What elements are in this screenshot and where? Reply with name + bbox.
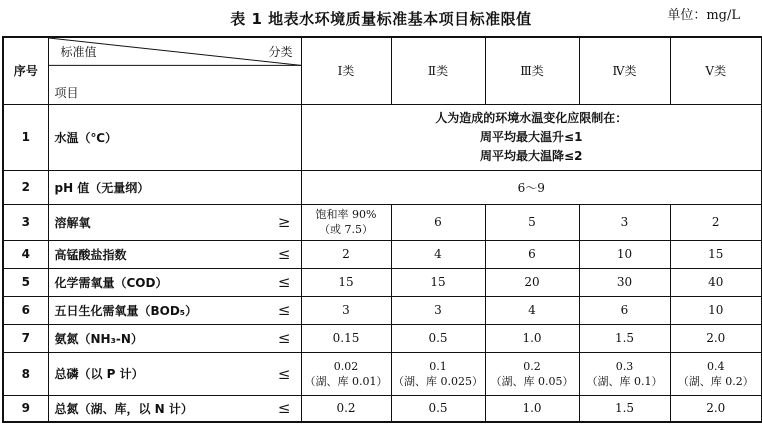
table-row — [3, 395, 762, 422]
value-line: （或 7.5） — [319, 223, 373, 236]
value-line: 2 — [711, 215, 720, 229]
value-cell — [579, 352, 670, 395]
item-cell — [48, 268, 301, 296]
unit-label: 单位：mg/L — [667, 8, 740, 23]
table-row — [3, 170, 762, 204]
value-cell — [670, 352, 762, 395]
class-header: Ⅱ类 — [391, 37, 485, 104]
value-cell — [391, 324, 485, 352]
value-line: 6 — [620, 303, 629, 317]
value-line: 15 — [338, 275, 354, 289]
item-cell — [48, 204, 301, 240]
value-line: 5 — [528, 215, 536, 229]
value-cell — [391, 240, 485, 268]
row-number: 1 — [3, 104, 48, 170]
value-cell — [579, 395, 670, 422]
value-line: 1.5 — [614, 331, 635, 345]
value-cell — [579, 296, 670, 324]
value-cell — [301, 352, 391, 395]
item-cell — [48, 352, 301, 395]
merged-value-cell — [301, 104, 762, 170]
item-cell — [48, 324, 301, 352]
value-cell — [391, 268, 485, 296]
item-cell — [48, 240, 301, 268]
comparison-symbol: ≥ — [277, 213, 291, 231]
value-cell — [301, 296, 391, 324]
value-cell — [579, 268, 670, 296]
table-row — [3, 268, 762, 296]
item-cell — [48, 296, 301, 324]
value-line: （湖、库 0.2） — [677, 374, 754, 388]
value-cell — [391, 204, 485, 240]
item-name: 化学需氧量（COD） — [54, 275, 168, 290]
value-cell — [391, 296, 485, 324]
table-row — [3, 352, 762, 395]
value-line: 饱和率 90% — [315, 208, 377, 221]
value-cell — [301, 240, 391, 268]
value-line: 0.2 — [523, 359, 541, 373]
value-cell — [391, 352, 485, 395]
value-line: 0.5 — [428, 331, 448, 345]
comparison-symbol: ≤ — [277, 301, 291, 319]
value-cell — [670, 268, 762, 296]
value-line: 1.0 — [522, 331, 542, 345]
item-name: 总磷（以 P 计） — [54, 367, 144, 381]
class-header: Ⅳ类 — [579, 37, 670, 104]
value-line: 0.15 — [332, 331, 360, 345]
row-number: 3 — [3, 204, 48, 240]
value-line: 6 — [434, 215, 442, 229]
value-line: （湖、库 0.025） — [393, 374, 483, 388]
value-line: （湖、库 0.05） — [490, 374, 574, 388]
item-name: 高锰酸盐指数 — [54, 247, 127, 262]
standard-value-label: 标准值 — [60, 45, 97, 59]
value-cell — [301, 395, 391, 422]
class-header: Ⅰ类 — [301, 37, 391, 104]
value-line: 6 — [528, 247, 536, 261]
value-line: 2 — [342, 247, 350, 261]
comparison-symbol: ≤ — [277, 273, 291, 291]
table-row — [3, 324, 762, 352]
row-number: 9 — [3, 395, 48, 422]
classification-label: 分类 — [268, 45, 293, 59]
value-cell — [485, 296, 579, 324]
class-header: Ⅴ类 — [670, 37, 762, 104]
value-cell — [485, 240, 579, 268]
comparison-symbol: ≤ — [277, 329, 291, 347]
value-line: 0.1 — [429, 359, 447, 373]
item-cell — [48, 395, 301, 422]
item-name: 氨氮（NH₃-N） — [54, 331, 143, 346]
value-line: 15 — [430, 275, 446, 289]
item-name: pH 值（无量纲） — [54, 180, 150, 195]
merged-line: 人为造成的环境水温变化应限制在： — [435, 110, 628, 125]
value-line: 3 — [434, 303, 442, 317]
value-line: 0.4 — [707, 359, 725, 373]
table-row — [3, 240, 762, 268]
comparison-symbol: ≤ — [277, 399, 291, 418]
row-number: 8 — [3, 352, 48, 395]
value-line: 0.5 — [428, 401, 448, 416]
value-line: 3 — [342, 303, 350, 317]
value-cell — [670, 240, 762, 268]
table-row — [3, 296, 762, 324]
comparison-symbol: ≤ — [277, 364, 291, 383]
row-number: 5 — [3, 268, 48, 296]
value-line: 40 — [708, 275, 724, 289]
value-cell — [485, 395, 579, 422]
comparison-symbol: ≤ — [277, 245, 291, 263]
value-line: 4 — [434, 247, 442, 261]
value-line: 3 — [620, 215, 629, 229]
value-line: （湖、库 0.01） — [304, 374, 388, 388]
value-line: 1.0 — [522, 401, 542, 416]
value-cell — [391, 395, 485, 422]
item-label: 项目 — [54, 85, 79, 100]
row-number: 2 — [3, 170, 48, 204]
value-line: 0.3 — [615, 359, 634, 373]
value-cell — [485, 268, 579, 296]
value-line: 0.02 — [333, 359, 359, 373]
merged-line: 周平均最大温降≤2 — [480, 148, 583, 163]
value-line: 4 — [528, 303, 536, 317]
value-line: 20 — [524, 275, 540, 289]
value-line: 30 — [616, 275, 633, 289]
value-cell — [670, 395, 762, 422]
value-cell — [670, 204, 762, 240]
value-cell — [301, 324, 391, 352]
value-line: 2.0 — [706, 401, 726, 416]
row-number: 7 — [3, 324, 48, 352]
item-name: 五日生化需氧量（BOD₅） — [54, 303, 198, 318]
row-number: 4 — [3, 240, 48, 268]
item-name: 水温（℃） — [54, 130, 118, 145]
row-number: 6 — [3, 296, 48, 324]
value-cell — [579, 240, 670, 268]
value-cell — [670, 324, 762, 352]
value-cell — [670, 296, 762, 324]
diagonal-header-cell — [48, 37, 301, 104]
table-title: 表 1 地表水环境质量标准基本项目标准限值 — [230, 10, 532, 28]
standards-table — [2, 36, 762, 423]
value-cell — [485, 204, 579, 240]
item-cell — [48, 170, 301, 204]
value-line: 10 — [708, 303, 724, 317]
item-name: 总氮（湖、库，以 N 计） — [54, 401, 193, 416]
value-cell — [579, 204, 670, 240]
serial-header: 序号 — [3, 37, 48, 104]
item-name: 溶解氧 — [54, 215, 91, 230]
value-line: 15 — [708, 247, 724, 261]
value-cell — [485, 352, 579, 395]
value-cell — [485, 324, 579, 352]
class-header: Ⅲ类 — [485, 37, 579, 104]
merged-value-cell: 6～9 — [301, 170, 762, 204]
value-line: 0.2 — [336, 401, 356, 416]
value-cell — [301, 204, 391, 240]
value-cell — [301, 268, 391, 296]
value-line: 1.5 — [614, 401, 635, 416]
merged-line: 周平均最大温升≤1 — [480, 129, 583, 144]
table-row — [3, 104, 762, 170]
value-line: 2.0 — [706, 331, 726, 345]
header-row — [3, 37, 762, 104]
value-line: （湖、库 0.1） — [586, 374, 663, 388]
value-line: 10 — [616, 247, 633, 261]
table-row — [3, 204, 762, 240]
value-cell — [579, 324, 670, 352]
item-cell — [48, 104, 301, 170]
